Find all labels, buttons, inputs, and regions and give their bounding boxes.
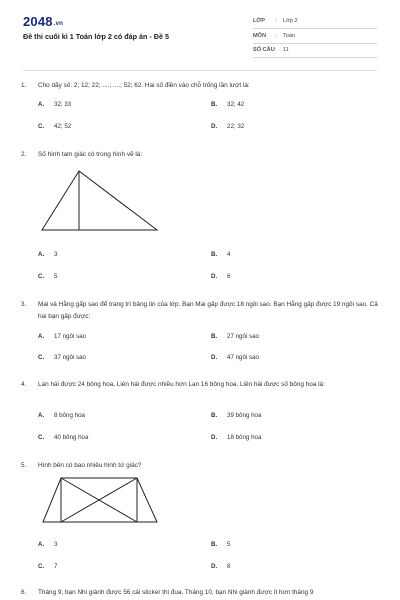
meta-row-subject [253, 31, 377, 44]
question-number: 3. [21, 301, 27, 308]
brand-number: 2048 [23, 14, 53, 29]
meta-colon: : [275, 33, 277, 39]
option-text[interactable]: 42; 52 [54, 123, 72, 130]
question-text: Số hình tam giác có trong hình vẽ là: [38, 151, 143, 158]
document-title: Đề thi cuối kì 1 Toán lớp 2 có đáp án - Đề 5 [23, 32, 169, 41]
option-text[interactable]: 39 bông hoa [227, 412, 262, 419]
option-text[interactable]: 47 ngôi sao [227, 354, 259, 361]
option-letter: B. [211, 333, 218, 340]
option-text[interactable]: 37 ngôi sao [54, 354, 86, 361]
option-letter: A. [38, 541, 45, 548]
option-text[interactable]: 17 ngôi sao [54, 333, 86, 340]
header-divider [23, 70, 377, 71]
option-text[interactable]: 8 [227, 563, 231, 570]
option-text[interactable]: 18 bông hoa [227, 434, 262, 441]
brand-suffix: .vn [53, 21, 64, 27]
option-letter: D. [211, 434, 218, 441]
option-letter: C. [38, 354, 45, 361]
question-number: 1. [21, 82, 27, 89]
question-text: Lan hái được 24 bông hoa, Liên hái được nhiều hơn Lan 16 bông hoa. Liên hái được số bông hoa là: [38, 381, 325, 388]
option-letter: C. [38, 434, 45, 441]
option-text[interactable]: 5 [54, 273, 58, 280]
option-letter: B. [211, 251, 218, 258]
meta-label: LỚP [253, 18, 265, 24]
option-letter: B. [211, 541, 218, 548]
divided-triangle-figure [39, 168, 163, 234]
option-letter: A. [38, 251, 45, 258]
meta-value: Toán [283, 33, 296, 39]
option-letter: D. [211, 354, 218, 361]
option-letter: C. [38, 123, 45, 130]
option-text[interactable]: 40 bông hoa [54, 434, 89, 441]
question-text: Mai và Hằng gấp sao để trang trí bảng tin của lớp. Bạn Mai gấp được 18 ngôi sao. Bạn Hằng gấp được 19 ngôi sao. Cả hai bạn gấp được: [38, 301, 378, 320]
option-letter: C. [38, 273, 45, 280]
option-text[interactable]: 3 [54, 251, 58, 258]
crossed-trapezoid-figure [39, 475, 163, 525]
brand-logo [23, 14, 63, 29]
meta-value: 11 [283, 47, 289, 53]
option-text[interactable]: 27 ngôi sao [227, 333, 259, 340]
question-number: 6. [21, 589, 27, 596]
option-letter: C. [38, 563, 45, 570]
meta-row-class [253, 16, 377, 29]
question-number: 2. [21, 151, 27, 158]
meta-row-question-count [253, 45, 377, 58]
option-text[interactable]: 32; 42 [227, 101, 245, 108]
option-letter: B. [211, 412, 218, 419]
option-text[interactable]: 4 [227, 251, 231, 258]
option-letter: D. [211, 563, 218, 570]
option-text[interactable]: 5 [227, 541, 231, 548]
option-letter: A. [38, 333, 45, 340]
meta-label: SỐ CÂU [253, 47, 275, 53]
meta-colon: : [275, 18, 277, 24]
meta-colon: : [275, 47, 277, 53]
question-text: Cho dãy số: 2; 12; 22; ....; ....; 52; 62. Hai số điền vào chỗ trống lần lượt là: [38, 82, 250, 89]
meta-label: MÔN [253, 33, 267, 39]
option-text[interactable]: 3 [54, 541, 58, 548]
question-text: Tháng 9, bạn Nhi giành được 56 cái sticker thi đua. Tháng 10, bạn Nhi giành được ít hơn tháng 9 [38, 589, 314, 596]
option-text[interactable]: 8 bông hoa [54, 412, 85, 419]
question-number: 4. [21, 381, 27, 388]
meta-value: Lớp 2 [283, 18, 298, 24]
option-text[interactable]: 6 [227, 273, 231, 280]
option-letter: D. [211, 123, 218, 130]
option-text[interactable]: 22; 32 [227, 123, 245, 130]
option-letter: D. [211, 273, 218, 280]
question-text: Hình bên có bao nhiêu hình tứ giác? [38, 462, 142, 469]
option-letter: A. [38, 412, 45, 419]
question-number: 5. [21, 462, 27, 469]
option-letter: A. [38, 101, 45, 108]
option-letter: B. [211, 101, 218, 108]
option-text[interactable]: 32; 33 [54, 101, 72, 108]
option-text[interactable]: 7 [54, 563, 58, 570]
